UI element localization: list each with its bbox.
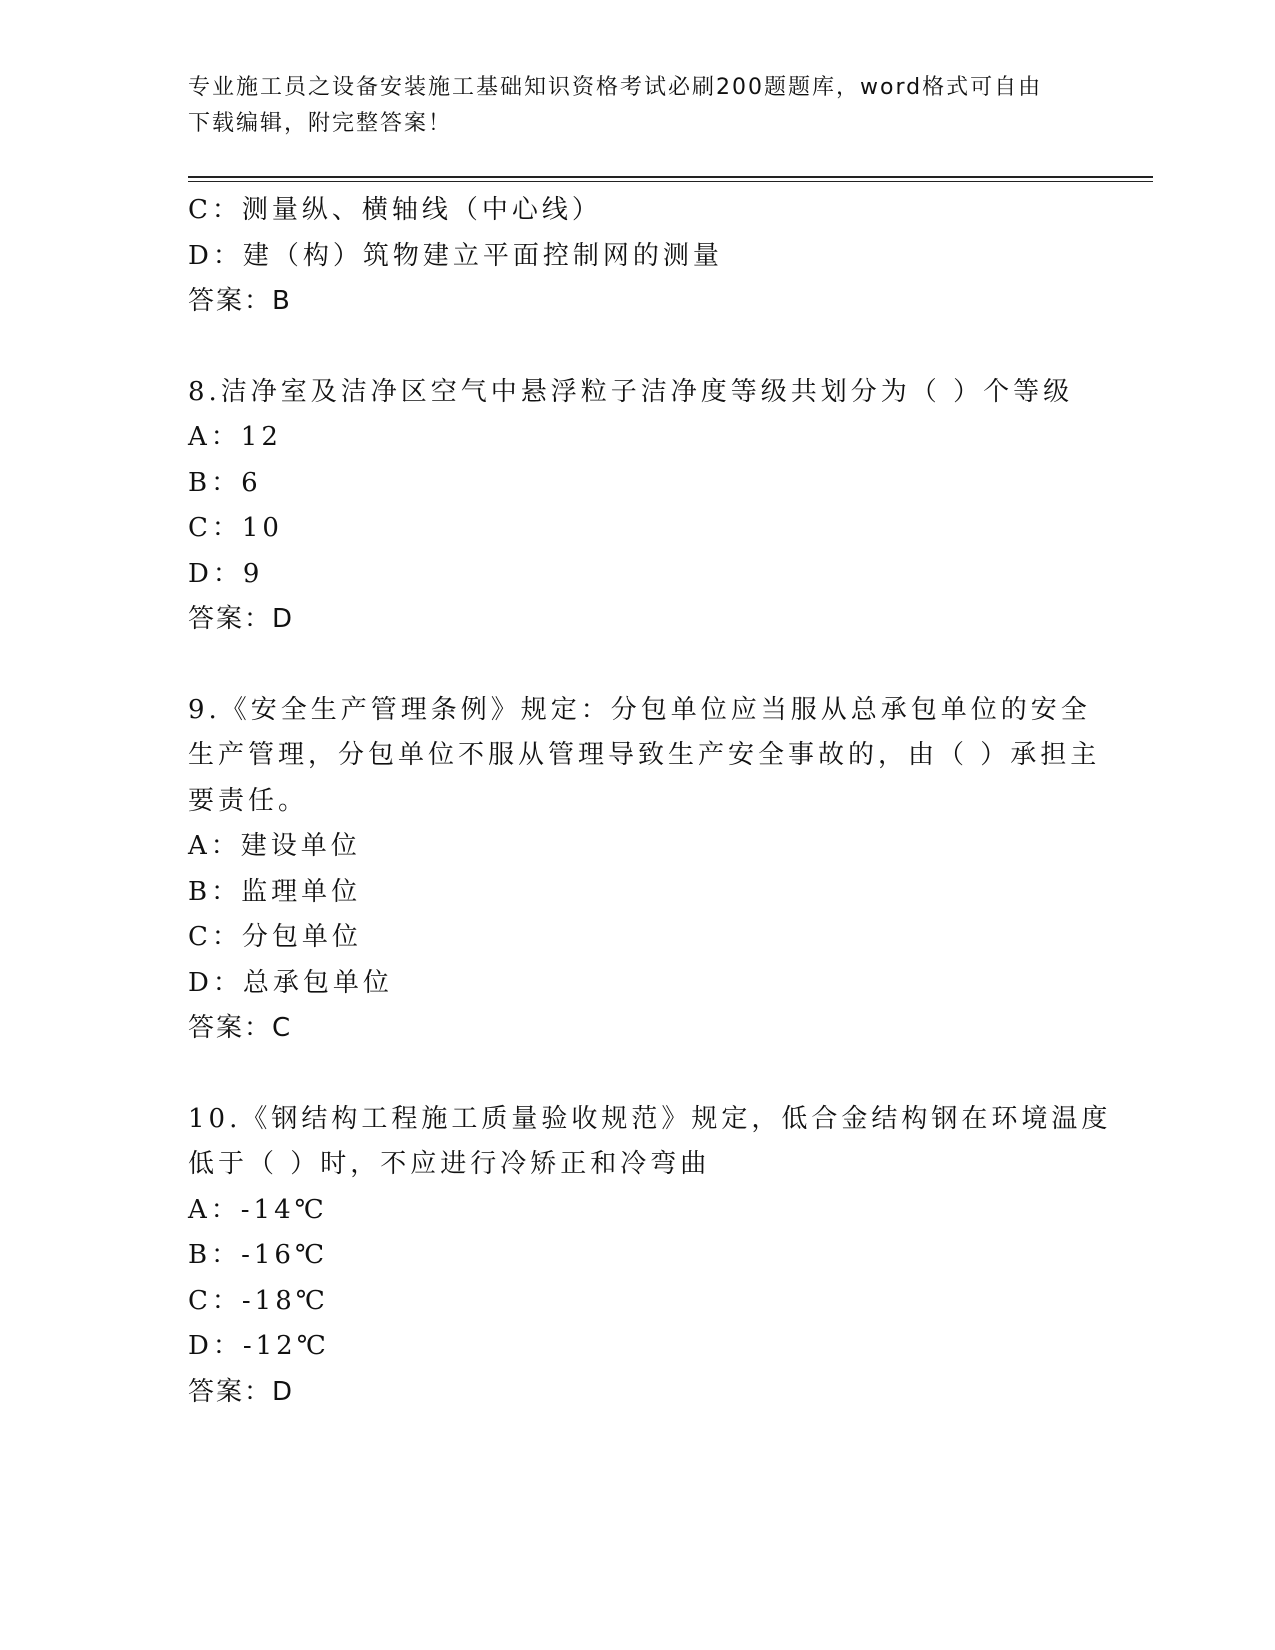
option-d: D：9: [188, 558, 264, 589]
question-stem-line-1: 9.《安全生产管理条例》规定：分包单位应当服从总承包单位的安全: [188, 694, 1091, 725]
option-a: A：-14℃: [188, 1194, 328, 1225]
question-block-9: [188, 688, 1101, 1052]
option-d: D：建（构）筑物建立平面控制网的测量: [188, 240, 723, 271]
header-line-2: 下载编辑，附完整答案！: [188, 111, 453, 136]
question-stem-line-3: 要责任。: [188, 785, 309, 816]
option-c: C：-18℃: [188, 1285, 329, 1316]
document-header: [188, 70, 1068, 142]
document-body: [188, 188, 1112, 1460]
option-b: B：监理单位: [188, 876, 362, 907]
question-stem-line-2: 生产管理，分包单位不服从管理导致生产安全事故的，由（ ）承担主: [188, 740, 1101, 770]
question-stem-line-1: 10.《钢结构工程施工质量验收规范》规定，低合金结构钢在环境温度: [188, 1103, 1112, 1134]
answer-line: 答案：C: [188, 1013, 293, 1043]
option-a: A：12: [188, 422, 282, 452]
option-c: C：10: [188, 513, 283, 543]
header-divider-thin: [188, 181, 1153, 182]
question-block-7-continued: [188, 188, 1088, 325]
answer-line: 答案：D: [188, 604, 295, 634]
question-block-8: [188, 370, 1088, 643]
question-stem: 8.洁净室及洁净区空气中悬浮粒子洁净度等级共划分为（ ）个等级: [188, 376, 1074, 407]
header-line-1: 专业施工员之设备安装施工基础知识资格考试必刷200题题库，word格式可自由: [188, 75, 1043, 100]
question-stem-line-2: 低于（ ）时，不应进行冷矫正和冷弯曲: [188, 1149, 711, 1179]
option-c: C：测量纵、横轴线（中心线）: [188, 195, 602, 225]
header-divider-thick: [188, 176, 1153, 178]
option-b: B：6: [188, 467, 262, 498]
option-d: D：总承包单位: [188, 967, 393, 998]
answer-line: 答案：B: [188, 286, 292, 316]
option-c: C：分包单位: [188, 922, 362, 952]
option-b: B：-16℃: [188, 1240, 329, 1270]
option-d: D：-12℃: [188, 1331, 330, 1361]
question-block-10: [188, 1097, 1112, 1416]
answer-line: 答案：D: [188, 1376, 295, 1407]
option-a: A：建设单位: [188, 831, 361, 861]
